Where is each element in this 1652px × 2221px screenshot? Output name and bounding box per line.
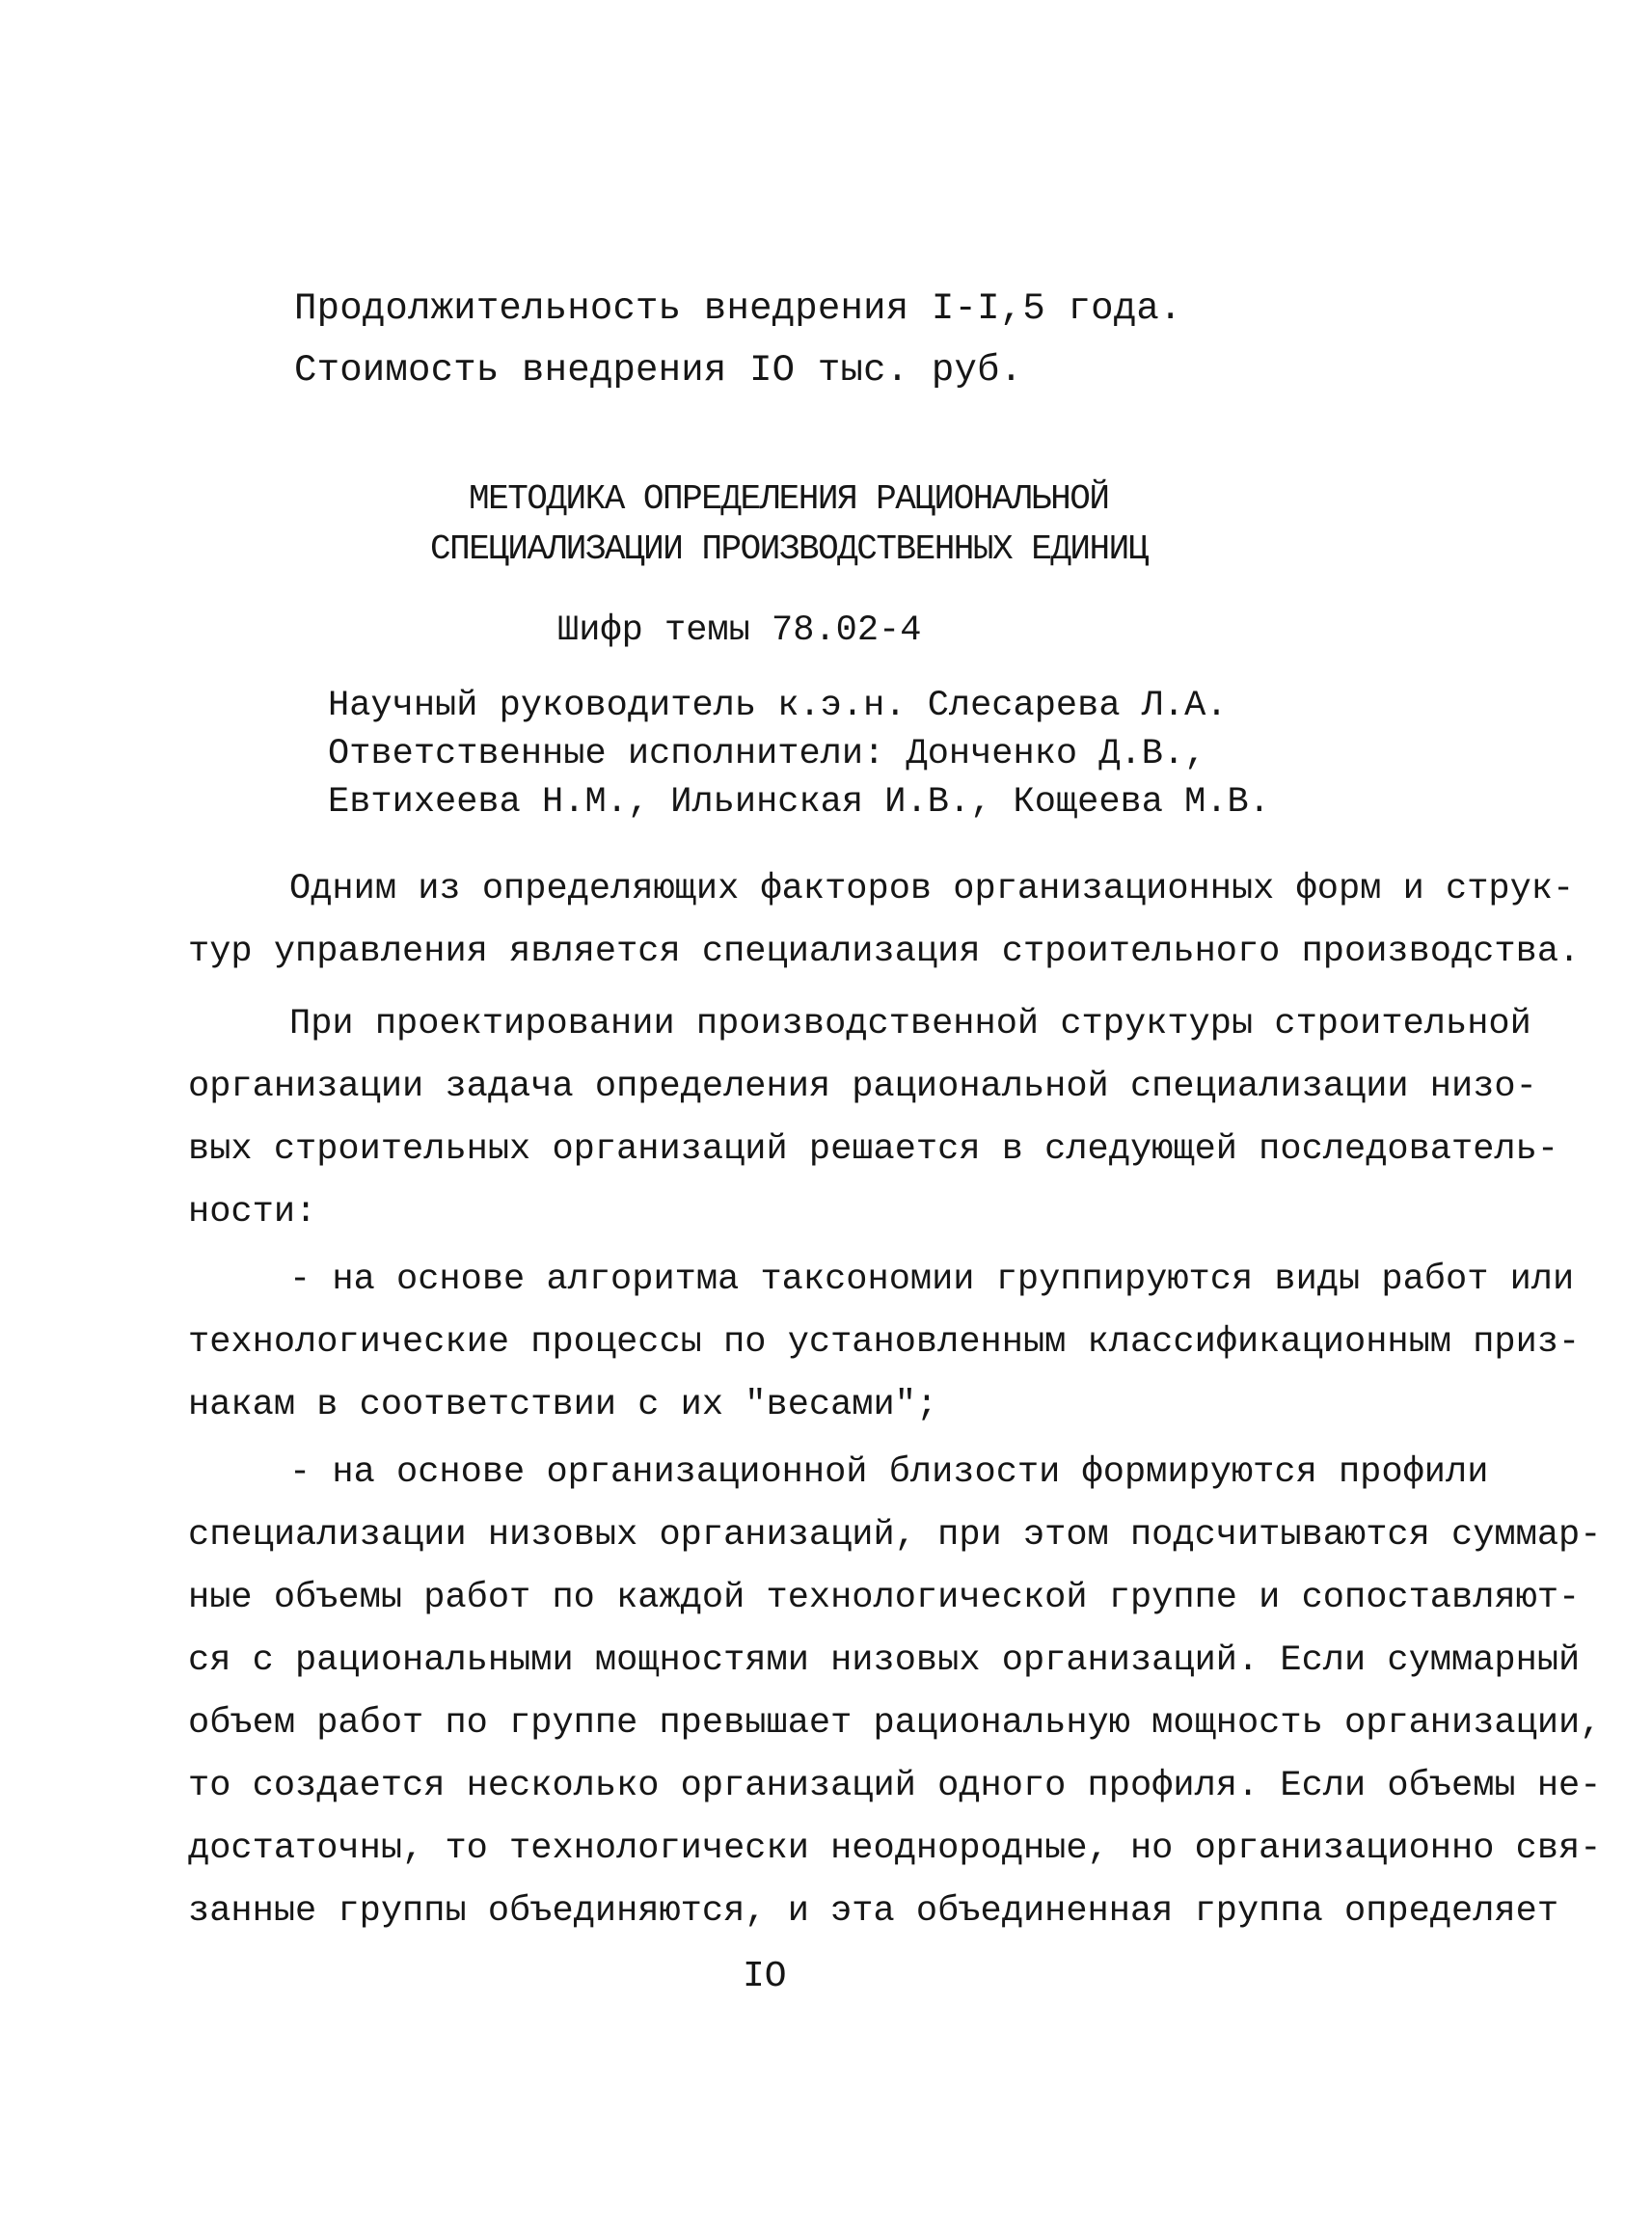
- paragraph-2-line-4: ности:: [188, 1192, 317, 1232]
- paragraph-2-line-3: вых строительных организаций решается в следующей последователь-: [188, 1129, 1559, 1170]
- paragraph-4-line-6: то создается несколько организаций одного профиля. Если объемы не-: [188, 1766, 1602, 1806]
- paragraph-4-line-2: специализации низовых организаций, при этом подсчитываются суммар-: [188, 1515, 1602, 1556]
- paragraph-2-line-1: При проектировании производственной структуры строительной: [289, 1004, 1531, 1044]
- paragraph-4-line-3: ные объемы работ по каждой технологической группе и сопоставляют-: [188, 1578, 1581, 1618]
- title-line-2: СПЕЦИАЛИЗАЦИИ ПРОИЗВОДСТВЕННЫХ ЕДИНИЦ: [430, 529, 1148, 569]
- paragraph-1-line-2: тур управления является специализация строительного производства.: [188, 932, 1581, 972]
- executors-continued: Евтихеева Н.М., Ильинская И.В., Кощеева М.В.: [328, 782, 1270, 823]
- topic-code: Шифр темы 78.02-4: [557, 610, 922, 651]
- title-line-1: МЕТОДИКА ОПРЕДЕЛЕНИЯ РАЦИОНАЛЬНОЙ: [469, 479, 1109, 519]
- responsible-executors: Ответственные исполнители: Донченко Д.В.,: [328, 734, 1206, 774]
- paragraph-4-line-4: ся с рациональными мощностями низовых организаций. Если суммарный: [188, 1640, 1581, 1681]
- paragraph-3-line-3: накам в соответствии с их "весами";: [188, 1385, 938, 1425]
- scientific-supervisor: Научный руководитель к.э.н. Слесарева Л.А.: [328, 686, 1228, 726]
- paragraph-2-line-2: организации задача определения рациональной специализации низо-: [188, 1067, 1537, 1107]
- paragraph-4-line-7: достаточны, то технологически неоднородные, но организационно свя-: [188, 1828, 1602, 1869]
- paragraph-4-line-8: занные группы объединяются, и эта объединенная группа определяет: [188, 1891, 1559, 1932]
- implementation-duration: Продолжительность внедрения I-I,5 года.: [294, 287, 1182, 330]
- paragraph-1-line-1: Одним из определяющих факторов организационных форм и струк-: [289, 869, 1575, 909]
- paragraph-4-line-1: - на основе организационной близости формируются профили: [289, 1452, 1489, 1493]
- implementation-cost: Стоимость внедрения IO тыс. руб.: [294, 349, 1023, 392]
- page-number: IO: [743, 1956, 787, 1997]
- paragraph-3-line-1: - на основе алгоритма таксономии группируются виды работ или: [289, 1259, 1575, 1300]
- paragraph-3-line-2: технологические процессы по установленным классификационным приз-: [188, 1322, 1581, 1363]
- paragraph-4-line-5: объем работ по группе превышает рациональную мощность организации,: [188, 1703, 1602, 1744]
